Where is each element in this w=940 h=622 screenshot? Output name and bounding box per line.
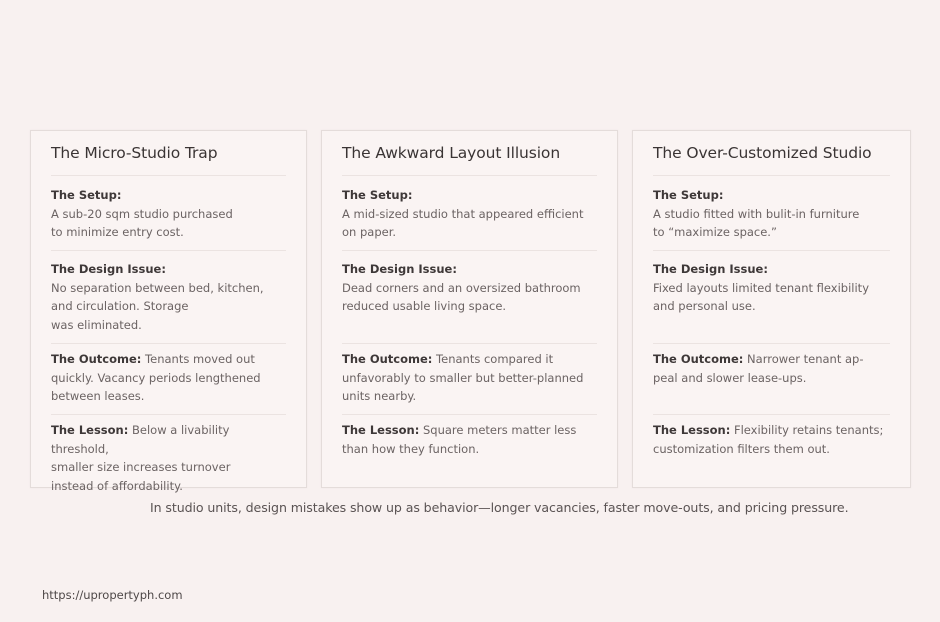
outcome-text-line: units nearby. xyxy=(342,389,417,403)
outcome-section xyxy=(342,350,597,406)
lesson-text-line: smaller size increases turnover xyxy=(51,460,231,474)
divider xyxy=(51,343,286,344)
outcome-text-line: unfavorably to smaller but better-planned xyxy=(342,370,584,385)
lesson-section xyxy=(342,421,597,458)
card-title: The Over-Customized Studio xyxy=(653,144,872,162)
card-awkward-layout-illusion xyxy=(321,130,618,488)
design-issue-section xyxy=(342,260,597,316)
outcome-text-line: peal and slower lease-ups. xyxy=(653,370,807,385)
divider xyxy=(342,175,597,176)
divider xyxy=(51,414,286,415)
source-url: https://upropertyph.com xyxy=(42,588,183,602)
design-issue-text-line: was eliminated. xyxy=(51,317,142,332)
divider xyxy=(51,250,286,251)
divider xyxy=(342,414,597,415)
outcome-label: The Outcome: xyxy=(342,352,433,366)
setup-text-line: A sub-20 sqm studio purchased xyxy=(51,206,233,221)
lesson-label: The Lesson: xyxy=(51,423,129,437)
outcome-label: The Outcome: xyxy=(51,352,142,366)
card-over-customized-studio xyxy=(632,130,911,488)
lesson-label: The Lesson: xyxy=(653,423,731,437)
lesson-section xyxy=(51,421,286,495)
lesson-text-line: than how they function. xyxy=(342,441,480,456)
card-title: The Micro-Studio Trap xyxy=(51,144,218,162)
outcome-text-line: Tenants compared it xyxy=(432,352,554,366)
setup-text-line: A studio fitted with bulit-in furniture xyxy=(653,206,860,221)
summary-caption: In studio units, design mistakes show up as behavior—longer vacancies, faster move-outs, and pricing pressure. xyxy=(150,500,849,515)
design-issue-text-line: and personal use. xyxy=(653,299,756,313)
design-issue-label: The Design Issue: xyxy=(653,262,768,276)
design-issue-text-line: Dead corners and an oversized bathroom xyxy=(342,280,581,295)
lesson-text-line: Below a livability threshold, xyxy=(51,423,230,456)
divider xyxy=(653,250,890,251)
card-title: The Awkward Layout Illusion xyxy=(342,144,561,162)
lesson-section xyxy=(653,421,890,458)
divider xyxy=(653,343,890,344)
divider xyxy=(653,175,890,176)
setup-text-line: to “maximize space.” xyxy=(653,225,777,239)
outcome-section xyxy=(653,350,890,387)
outcome-section xyxy=(51,350,286,406)
lesson-label: The Lesson: xyxy=(342,423,420,437)
setup-label: The Setup: xyxy=(653,188,724,202)
design-issue-text-line: reduced usable living space. xyxy=(342,299,507,313)
outcome-text-line: quickly. Vacancy periods lengthened xyxy=(51,370,261,385)
setup-label: The Setup: xyxy=(51,188,122,202)
lesson-text-line: Square meters matter less xyxy=(419,423,577,437)
outcome-text-line: between leases. xyxy=(51,389,145,403)
lesson-text-line: instead of affordability. xyxy=(51,478,183,493)
design-issue-section xyxy=(653,260,890,316)
outcome-text-line: Tenants moved out xyxy=(141,352,255,366)
outcome-label: The Outcome: xyxy=(653,352,744,366)
design-issue-text-line: and circulation. Storage xyxy=(51,299,189,313)
design-issue-label: The Design Issue: xyxy=(51,262,166,276)
setup-text-line: on paper. xyxy=(342,225,397,239)
design-issue-text-line: No separation between bed, kitchen, xyxy=(51,280,264,295)
card-micro-studio-trap xyxy=(30,130,307,493)
setup-text-line: to minimize entry cost. xyxy=(51,225,184,239)
design-issue-text-line: Fixed layouts limited tenant flexibility xyxy=(653,280,870,295)
setup-section xyxy=(653,186,890,242)
design-issue-label: The Design Issue: xyxy=(342,262,457,276)
setup-text-line: A mid-sized studio that appeared efficient xyxy=(342,206,584,221)
divider xyxy=(653,414,890,415)
divider xyxy=(342,343,597,344)
design-issue-section xyxy=(51,260,286,334)
lesson-text-line: customization filters them out. xyxy=(653,441,830,456)
divider xyxy=(342,250,597,251)
outcome-text-line: Narrower tenant ap- xyxy=(743,352,864,366)
lesson-text-line: Flexibility retains tenants; xyxy=(730,423,884,437)
setup-label: The Setup: xyxy=(342,188,413,202)
setup-section xyxy=(342,186,597,242)
setup-section xyxy=(51,186,286,242)
divider xyxy=(51,175,286,176)
